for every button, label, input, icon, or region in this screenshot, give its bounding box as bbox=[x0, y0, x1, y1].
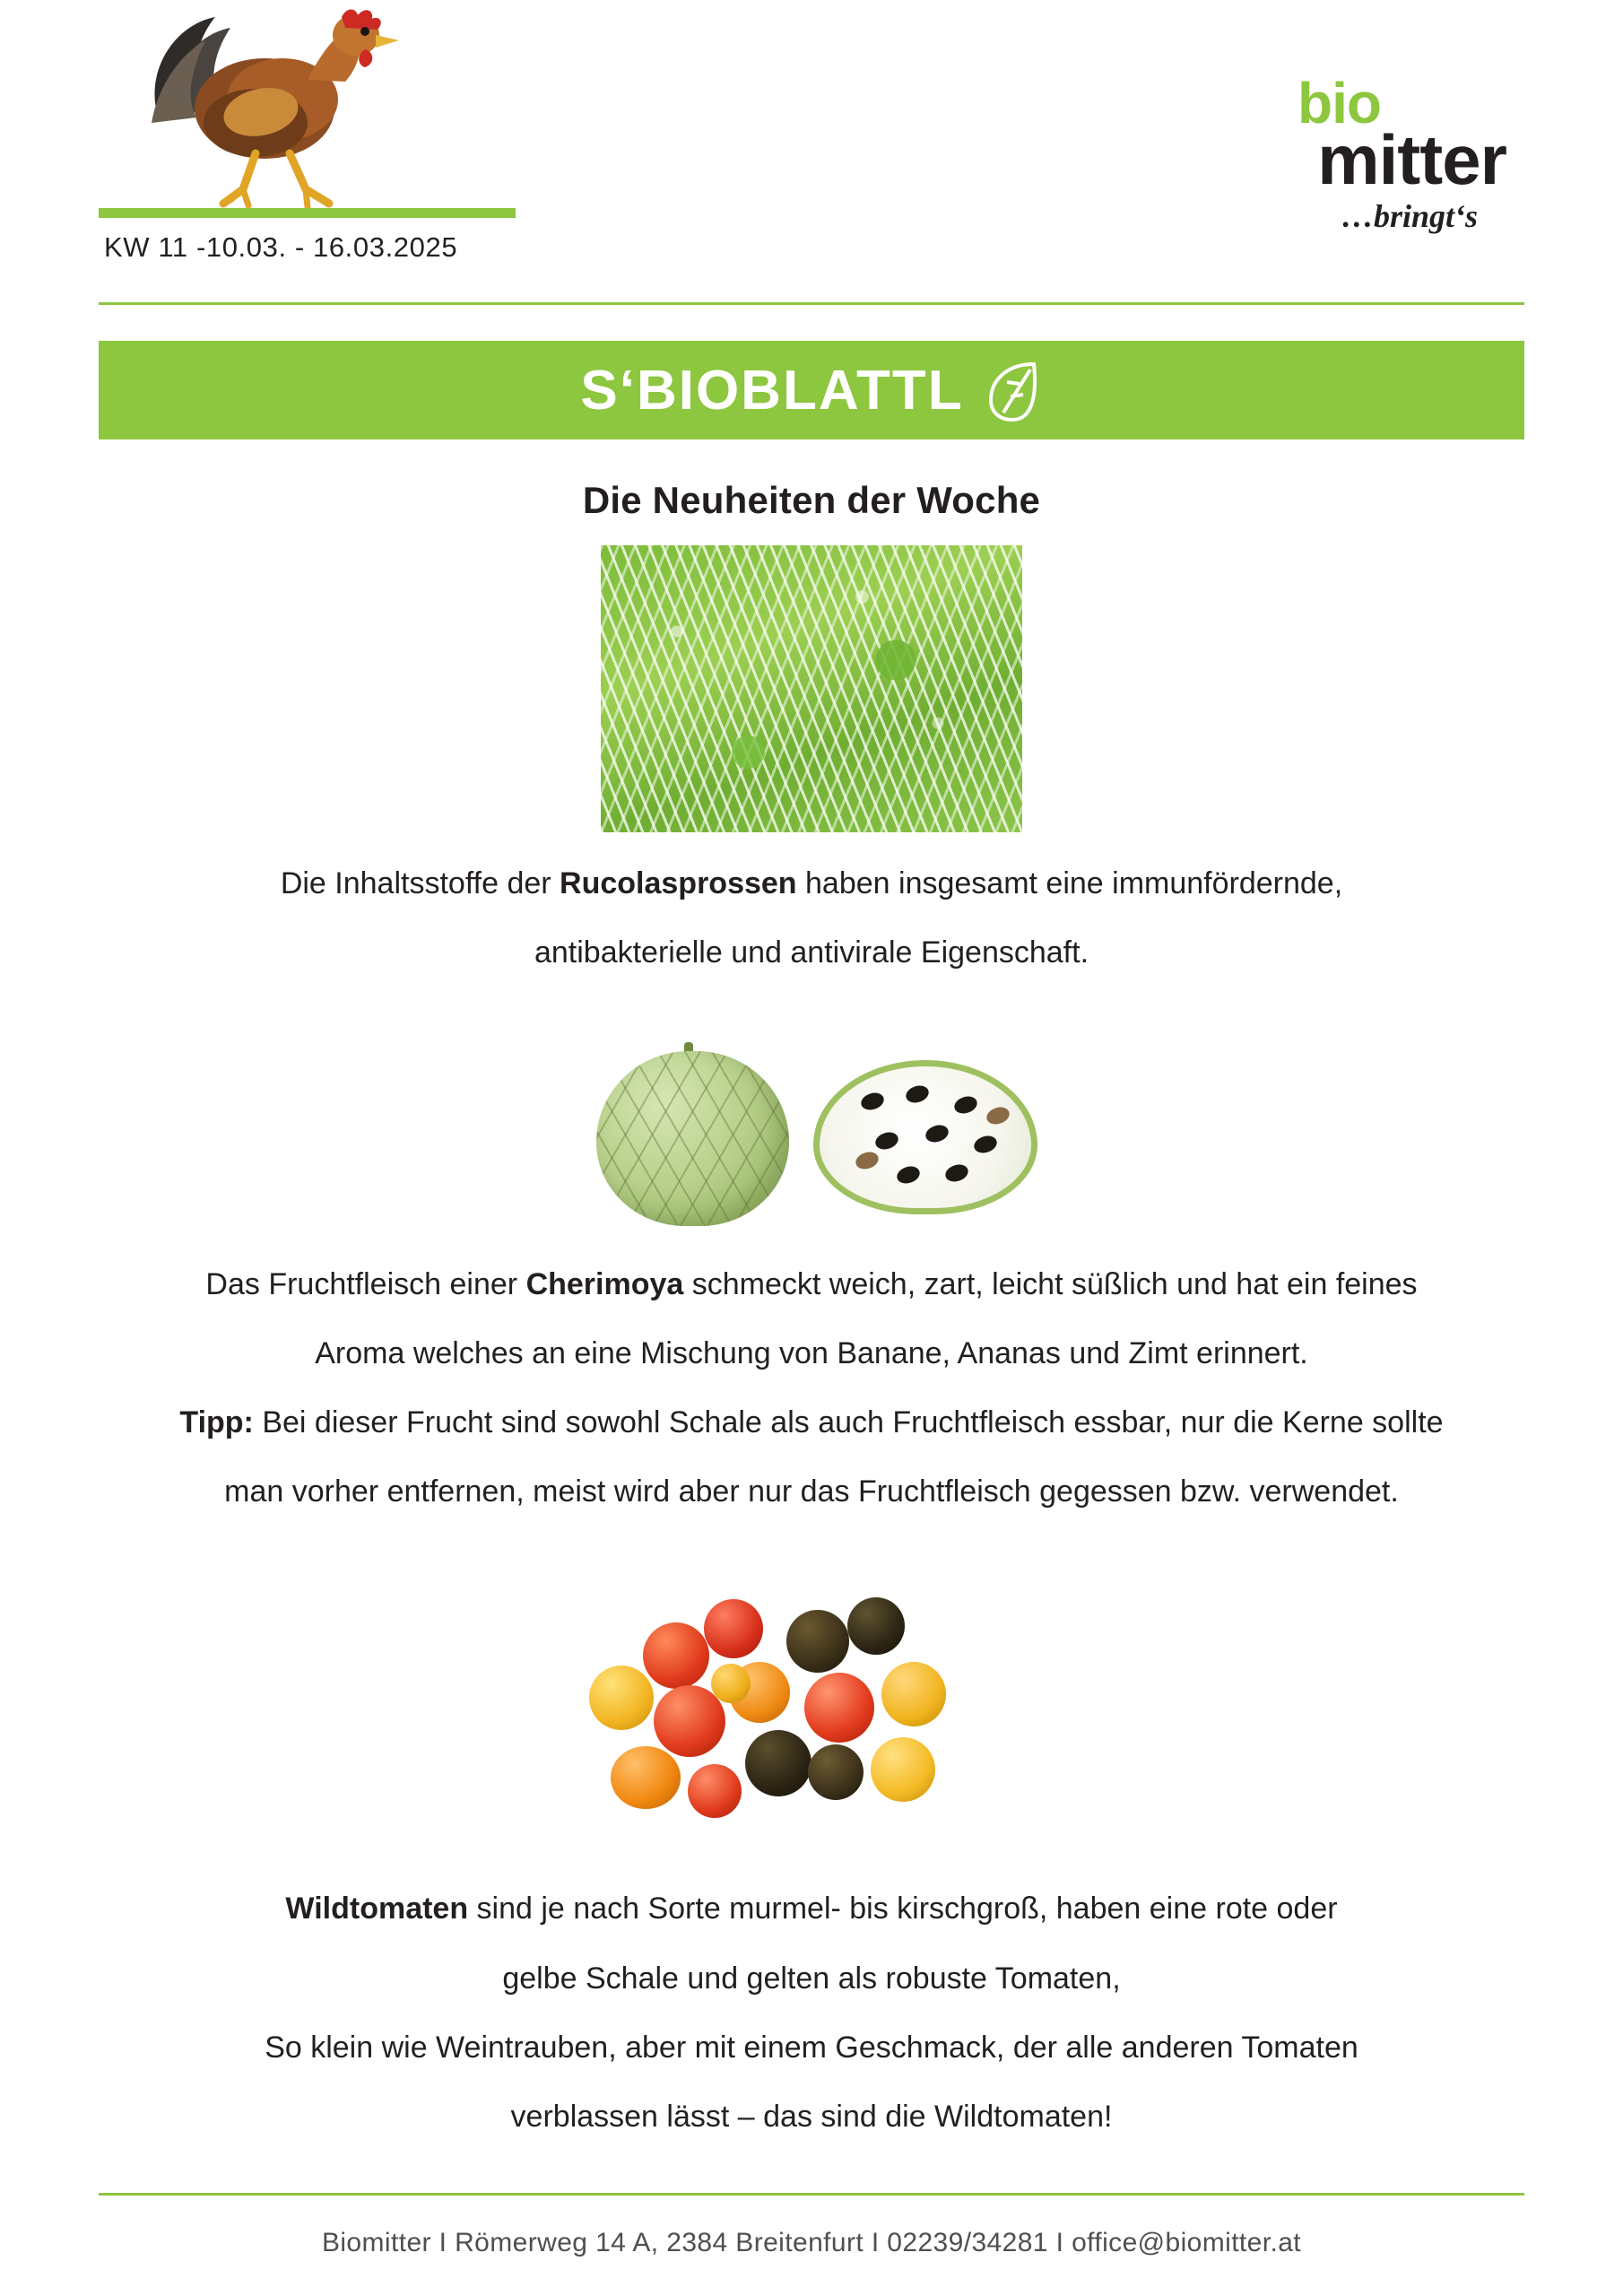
logo-mitter-text: mitter bbox=[1317, 120, 1506, 199]
page-title: Die Neuheiten der Woche bbox=[582, 479, 1041, 521]
leaf-icon bbox=[984, 357, 1043, 423]
week-label: KW 11 -10.03. - 16.03.2025 bbox=[104, 231, 458, 263]
cherimoya-paragraph-2: Aroma welches an eine Mischung von Banane, Ananas und Zimt erinnert. bbox=[315, 1336, 1308, 1371]
rucolasprossen-paragraph-1: Die Inhaltsstoffe der Rucolasprossen haben insgesamt eine immunfördernde, bbox=[280, 866, 1343, 900]
rucolasprossen-paragraph-2: antibakterielle und antivirale Eigenschaft. bbox=[534, 935, 1089, 970]
footer-divider bbox=[99, 2193, 1524, 2196]
cherimoya-half-fruit bbox=[813, 1060, 1037, 1214]
cherimoya-whole-fruit bbox=[596, 1051, 789, 1226]
cherimoya-photo bbox=[578, 1040, 1045, 1233]
title-banner bbox=[99, 341, 1524, 439]
kw-accent-bar bbox=[99, 208, 516, 218]
footer-contact: Biomitter I Römerweg 14 A, 2384 Breitenfurt I 02239/34281 I office@biomitter.at bbox=[321, 2228, 1302, 2257]
cherimoya-paragraph-1: Das Fruchtfleisch einer Cherimoya schmeckt weich, zart, leicht süßlich und hat ein feines bbox=[205, 1267, 1418, 1302]
rooster-icon bbox=[130, 4, 426, 215]
header-divider bbox=[99, 302, 1524, 305]
wildtomaten-paragraph-2: gelbe Schale und gelten als robuste Tomaten, bbox=[502, 1961, 1121, 1996]
cherimoya-tip-line-1: Tipp: Bei dieser Frucht sind sowohl Schale als auch Fruchtfleisch essbar, nur die Kerne sollte bbox=[179, 1405, 1444, 1440]
banner-title: S‘BIOBLATTL bbox=[580, 359, 964, 422]
wildtomaten-paragraph-4: verblassen lässt – das sind die Wildtomaten! bbox=[510, 2099, 1113, 2134]
rucolasprossen-photo bbox=[601, 545, 1022, 832]
logo-tagline: …bringt‘s bbox=[1341, 198, 1478, 234]
wildtomaten-photo bbox=[578, 1579, 1045, 1857]
newsletter-content bbox=[99, 479, 1524, 2142]
cherimoya-tip-line-2: man vorher entfernen, meist wird aber nur das Fruchtfleisch gegessen bzw. verwendet. bbox=[224, 1474, 1399, 1509]
wildtomaten-paragraph-3: So klein wie Weintrauben, aber mit einem Geschmack, der alle anderen Tomaten bbox=[265, 2030, 1358, 2065]
page-header bbox=[99, 0, 1524, 309]
biomitter-logo bbox=[1157, 70, 1515, 240]
wildtomaten-paragraph-1: Wildtomaten sind je nach Sorte murmel- bis kirschgroß, haben eine rote oder bbox=[285, 1892, 1338, 1926]
logo-bio-text: bio bbox=[1298, 71, 1381, 135]
